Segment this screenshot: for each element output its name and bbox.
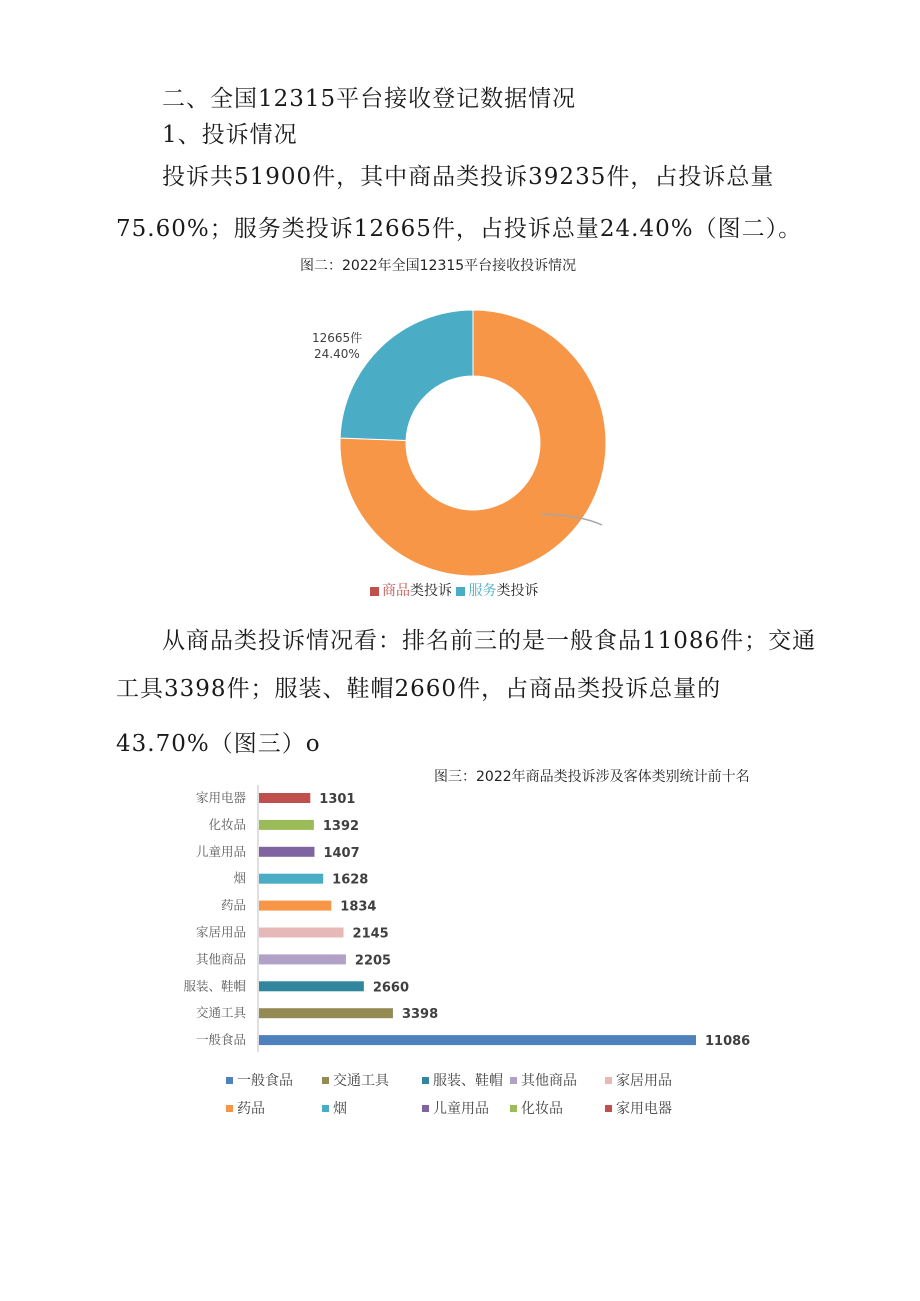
bar-category-label: 交通工具 <box>195 1005 246 1021</box>
bar-value-label: 2660 <box>372 980 410 996</box>
legend-service-prefix: 服务 <box>468 583 497 599</box>
bar-legend-label: 一般食品 <box>237 1073 293 1089</box>
bar-value-label: 1834 <box>340 899 377 915</box>
bar <box>259 901 331 911</box>
bar-legend-swatch <box>226 1105 233 1112</box>
legend-item-goods <box>370 583 456 599</box>
bar-value-label: 2205 <box>354 953 392 969</box>
legend-swatch-service <box>456 587 465 596</box>
paragraph-2-line-2: 工具3398件；服装、鞋帽2660件，占商品类投诉总量的 <box>116 676 722 702</box>
paragraph-2-line-1: 从商品类投诉情况看：排名前三的是一般食品11086件；交通 <box>162 628 817 654</box>
bar-legend-swatch <box>510 1105 517 1112</box>
bar-legend-label: 化妆品 <box>521 1101 563 1117</box>
bar-legend-label: 烟 <box>333 1101 347 1117</box>
bar-legend-label: 交通工具 <box>333 1073 389 1089</box>
paragraph-1-line-1: 投诉共51900件，其中商品类投诉39235件，占投诉总量 <box>162 164 775 190</box>
bar <box>259 874 323 884</box>
bar-category-label: 化妆品 <box>208 816 246 832</box>
bar-value-label: 1392 <box>322 818 360 834</box>
bar <box>259 954 346 964</box>
bar-legend-swatch <box>605 1105 612 1112</box>
bar-legend-swatch <box>422 1105 429 1112</box>
bar <box>259 928 344 938</box>
bar-legend-label: 药品 <box>237 1101 265 1117</box>
bar <box>259 847 314 857</box>
bar-legend-label: 服装、鞋帽 <box>433 1073 503 1089</box>
legend-goods-prefix: 商品 <box>382 583 410 599</box>
section-heading: 二、全国12315平台接收登记数据情况 <box>162 86 577 112</box>
bar-value-label: 2145 <box>352 926 389 942</box>
bar <box>259 820 314 830</box>
legend-swatch-goods <box>370 587 379 596</box>
legend-service-suffix: 类投诉 <box>496 583 539 599</box>
bar-value-label: 3398 <box>401 1007 439 1023</box>
paragraph-2-line-3: 43.70%（图三）o <box>116 731 321 757</box>
bar-legend-label: 儿童用品 <box>433 1101 489 1117</box>
legend-item-service <box>456 583 538 599</box>
bar-legend-swatch <box>605 1077 612 1084</box>
bar-value-label: 1628 <box>332 872 369 888</box>
bar-category-label: 其他商品 <box>195 951 246 967</box>
bar <box>259 793 310 803</box>
bar-legend-label: 家居用品 <box>616 1073 672 1089</box>
figure-2-caption: 图二：2022年全国12315平台接收投诉情况 <box>300 258 577 274</box>
bar-legend-swatch <box>422 1077 429 1084</box>
bar-category-label: 烟 <box>233 870 246 886</box>
donut-chart <box>300 295 640 595</box>
paragraph-1-line-2: 75.60%；服务类投诉12665件，占投诉总量24.40%（图二）。 <box>116 216 803 242</box>
bar-chart <box>160 780 780 1130</box>
bar-legend-swatch <box>322 1105 329 1112</box>
donut-slice-service <box>340 310 473 440</box>
bar-legend-label: 其他商品 <box>521 1073 577 1089</box>
bar <box>259 1008 393 1018</box>
bar-category-label: 一般食品 <box>195 1032 246 1048</box>
sub-heading: 1、投诉情况 <box>162 122 298 148</box>
service-count-label: 12665件 <box>312 331 363 345</box>
bar-category-label: 家居用品 <box>195 924 246 940</box>
bar-legend-label: 家用电器 <box>616 1101 672 1117</box>
bar <box>259 981 364 991</box>
figure-3-caption: 图三：2022年商品类投诉涉及客体类别统计前十名 <box>434 769 750 785</box>
legend-goods-suffix: 类投诉 <box>410 583 452 599</box>
bar-legend-swatch <box>510 1077 517 1084</box>
bar-value-label: 1301 <box>319 792 356 807</box>
bar-category-label: 服装、鞋帽 <box>183 978 246 994</box>
bar-category-label: 药品 <box>220 897 246 913</box>
service-percent-label: 24.40% <box>314 347 360 361</box>
bar-category-label: 家用电器 <box>195 790 246 805</box>
bar-category-label: 儿童用品 <box>195 843 246 859</box>
donut-legend <box>370 580 538 600</box>
bar-value-label: 1407 <box>323 845 360 861</box>
bar <box>259 1035 696 1045</box>
bar-legend-swatch <box>226 1077 233 1084</box>
bar-value-label: 11086 <box>705 1034 751 1050</box>
bar-legend-swatch <box>322 1077 329 1084</box>
